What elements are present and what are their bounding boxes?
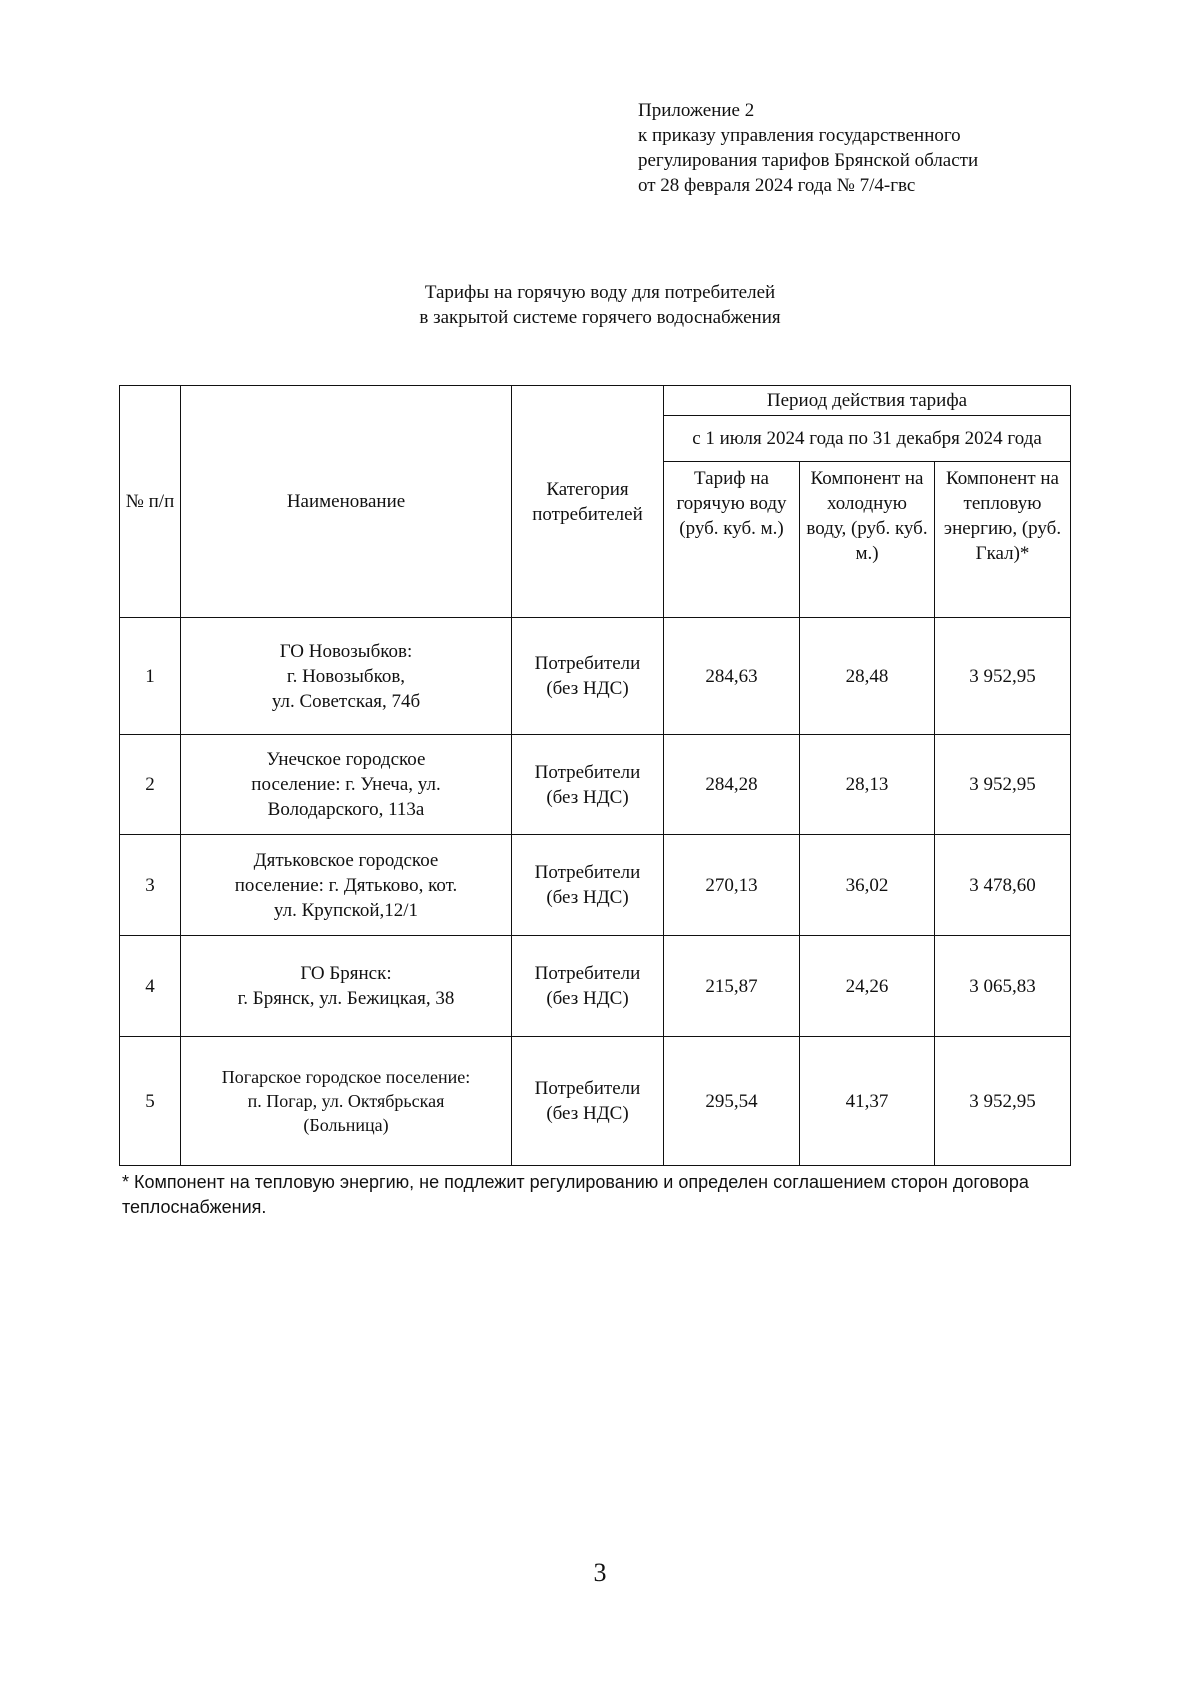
row-number: 3 [120,835,181,936]
table-row [120,1037,1071,1166]
category-line: (без НДС) [546,1103,629,1124]
appendix-header [638,98,978,198]
page-number: 3 [593,1558,607,1587]
row-name [181,1037,512,1166]
title-line: в закрытой системе горячего водоснабжения [419,307,781,328]
category-line: Потребители [534,963,641,984]
row-number: 1 [120,618,181,735]
row-tariff: 284,28 [664,735,800,835]
name-line: Погарское городское поселение: [221,1067,471,1087]
category-line: Потребители [534,653,641,674]
row-category [512,618,664,735]
row-category [512,835,664,936]
document-title [0,280,1200,330]
name-line: г. Новозыбков, [286,665,406,687]
footnote: * Компонент на тепловую энергию, не подлежит регулированию и определен соглашением сторон договора теплоснабжения. [122,1172,1029,1217]
row-number: 2 [120,735,181,835]
category-line: (без НДС) [546,786,629,808]
table-row [120,936,1071,1037]
name-line: п. Погар, ул. Октябрьская [247,1091,445,1111]
row-number: 4 [120,936,181,1037]
row-cold-water: 28,48 [800,618,935,735]
category-line: (без НДС) [546,678,629,699]
name-line: Унечское городское [266,749,426,770]
appendix-line: к приказу управления государственного [638,125,961,146]
header-cold-water: Компонент на холодную воду, (руб. куб. м.) [800,462,935,618]
name-line: поселение: г. Унеча, ул. [251,774,441,795]
row-number: 5 [120,1037,181,1166]
tariff-table [119,385,1071,1166]
row-tariff: 295,54 [664,1037,800,1166]
table-row [120,618,1071,735]
row-category [512,1037,664,1166]
row-cold-water: 24,26 [800,936,935,1037]
appendix-line: от 28 февраля 2024 года № 7/4-гвс [638,175,916,196]
row-tariff: 284,63 [664,618,800,735]
title-line: Тарифы на горячую воду для потребителей [424,282,776,303]
row-category [512,735,664,835]
row-heat-energy: 3 952,95 [935,1037,1071,1166]
row-heat-energy: 3 478,60 [935,835,1071,936]
category-line: Потребители [534,1078,641,1099]
appendix-line: регулирования тарифов Брянской области [638,150,979,171]
category-line: Потребители [534,761,641,783]
name-line: ГО Новозыбков: [279,640,413,662]
row-tariff: 270,13 [664,835,800,936]
name-line: поселение: г. Дятьково, кот. [234,874,458,896]
table-row [120,735,1071,835]
row-heat-energy: 3 952,95 [935,735,1071,835]
row-tariff: 215,87 [664,936,800,1037]
name-line: ул. Крупской,12/1 [273,899,419,921]
row-cold-water: 28,13 [800,735,935,835]
category-line: (без НДС) [546,887,629,908]
row-cold-water: 41,37 [800,1037,935,1166]
row-name [181,835,512,936]
name-line: г. Брянск, ул. Бежицкая, 38 [237,988,455,1009]
header-number: № п/п [120,386,181,618]
row-category [512,936,664,1037]
header-category: Категория потребителей [512,386,664,618]
header-dates: с 1 июля 2024 года по 31 декабря 2024 года [664,416,1071,462]
row-cold-water: 36,02 [800,835,935,936]
row-name [181,735,512,835]
row-name [181,618,512,735]
row-name [181,936,512,1037]
header-name: Наименование [181,386,512,618]
table-row [120,835,1071,936]
header-heat-energy: Компонент на тепловую энергию, (руб. Гкал)* [935,462,1071,618]
name-line: ГО Брянск: [300,963,392,984]
category-line: (без НДС) [546,988,629,1009]
row-heat-energy: 3 065,83 [935,936,1071,1037]
category-line: Потребители [534,862,641,883]
name-line: Володарского, 113а [267,799,425,820]
name-line: (Больница) [303,1115,389,1135]
name-line: ул. Советская, 74б [271,690,421,712]
appendix-line: Приложение 2 [638,100,755,121]
header-period: Период действия тарифа [664,386,1071,416]
header-tariff: Тариф на горячую воду (руб. куб. м.) [664,462,800,618]
row-heat-energy: 3 952,95 [935,618,1071,735]
name-line: Дятьковское городское [253,849,439,871]
